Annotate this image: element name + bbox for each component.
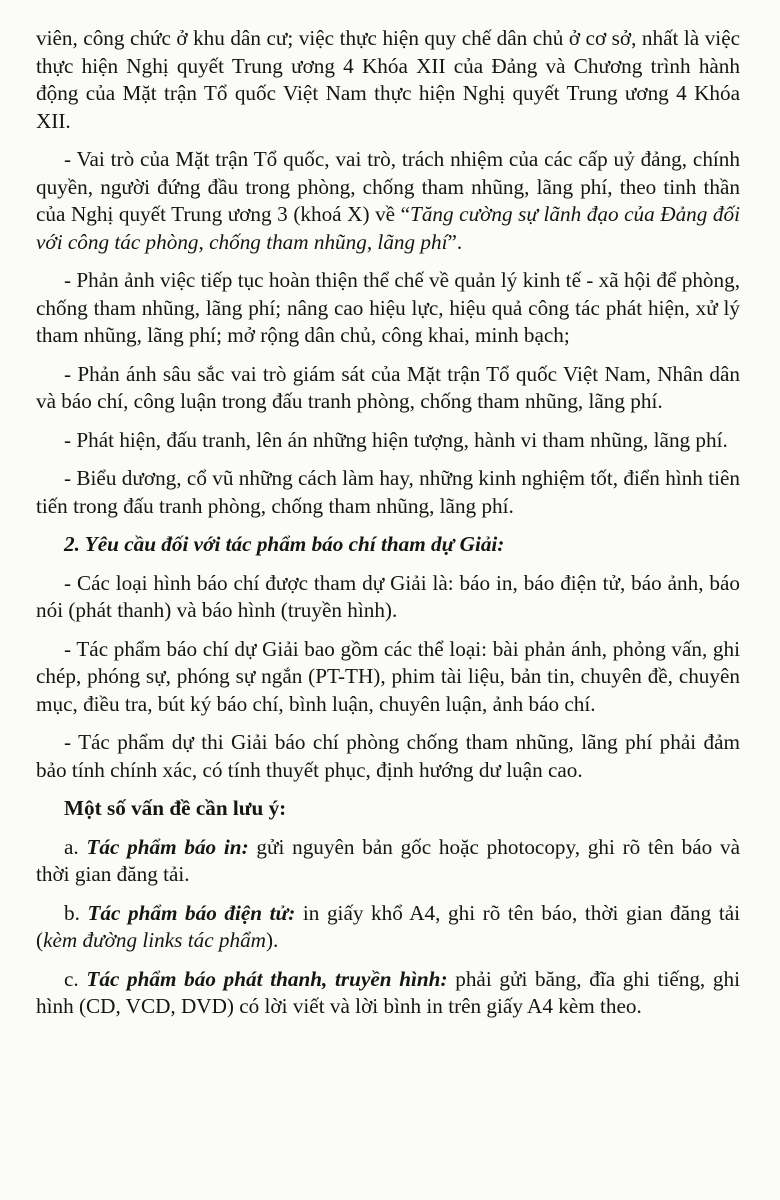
note-online-works — [36, 900, 740, 955]
paragraph-supervision: - Phản ánh sâu sắc vai trò giám sát của Mặt trận Tổ quốc Việt Nam, Nhân dân và báo chí, công luận trong đấu tranh phòng, chống tham nhũng, lãng phí. — [36, 361, 740, 413]
note-text: phải gửi băng, đĩa ghi tiếng, ghi hình (CD, VCD, DVD) có lời viết và lời bình in trên giấy A4 kèm theo. — [36, 966, 741, 1018]
note-broadcast-works — [36, 966, 740, 1021]
section-heading-requirements: 2. Yêu cầu đối với tác phẩm báo chí tham dự Giải: — [64, 532, 505, 556]
paragraph-commendation: - Biểu dương, cổ vũ những cách làm hay, những kinh nghiệm tốt, điển hình tiên tiến trong đấu tranh phòng, chống tham nhũng, lãng phí. — [36, 466, 740, 518]
note-text: in giấy khổ A4, ghi rõ tên báo, thời gian đăng tải ( — [36, 900, 741, 952]
note-suffix: ). — [266, 928, 279, 952]
paragraph-accuracy: - Tác phẩm dự thi Giải báo chí phòng chống tham nhũng, lãng phí phải đảm bảo tính chính xác, có tính thuyết phục, định hướng dư luận cao. — [36, 730, 740, 782]
paragraph-genres: - Tác phẩm báo chí dự Giải bao gồm các thể loại: bài phản ánh, phỏng vấn, ghi chép, phóng sự, phóng sự ngắn (PT-TH), phim tài liệu, bản tin, chuyên đề, chuyên mục, điều tra, bút ký báo chí, bình luận, chuyên luận, ảnh báo chí. — [36, 636, 740, 716]
paragraph-press-types: - Các loại hình báo chí được tham dự Giải là: báo in, báo điện tử, báo ảnh, báo nói (phát thanh) và báo hình (truyền hình). — [36, 570, 740, 622]
paragraph-detection: - Phát hiện, đấu tranh, lên án những hiện tượng, hành vi tham nhũng, lãng phí. — [64, 427, 728, 452]
note-label: b. — [64, 900, 88, 925]
paragraph-continuation: viên, công chức ở khu dân cư; việc thực hiện quy chế dân chủ ở cơ sở, nhất là việc thực hiện Nghị quyết Trung ương 4 Khóa XII của Đảng và Chương trình hành động của Mặt trận Tổ quốc Việt Nam thực hiện Nghị quyết Trung ương 4 Khóa XII. — [36, 26, 740, 133]
note-text: gửi nguyên bản gốc hoặc photocopy, ghi rõ tên báo và thời gian đăng tải. — [36, 834, 741, 886]
text-suffix: ”. — [447, 229, 463, 254]
note-print-works — [36, 834, 740, 889]
paragraph-institutions: - Phản ảnh việc tiếp tục hoàn thiện thể chế về quản lý kinh tế - xã hội để phòng, chống tham nhũng, lãng phí; nâng cao hiệu lực, hiệu quả công tác phát hiện, xử lý tham nhũng, lãng phí; mở rộng dân chủ, công khai, minh bạch; — [36, 268, 740, 347]
notes-heading: Một số vấn đề cần lưu ý: — [64, 796, 287, 820]
note-title: Tác phẩm báo phát thanh, truyền hình: — [86, 966, 448, 991]
note-title: Tác phẩm báo in: — [86, 834, 249, 859]
note-italic: kèm đường links tác phẩm — [43, 928, 266, 952]
note-label: c. — [64, 966, 87, 991]
resolution-title-italic: Tăng cường sự lãnh đạo của Đảng đối với công tác phòng, chống tham nhũng, lãng phí — [36, 202, 740, 254]
text-prefix: - Vai trò của Mặt trận Tổ quốc, vai trò, trách nhiệm của các cấp uỷ đảng, chính quyền, người đứng đầu trong phòng, chống tham nhũng, lãng phí, theo tinh thần của Nghị quyết Trung ương 3 (khoá X) về “ — [36, 147, 740, 226]
note-title: Tác phẩm báo điện tử: — [87, 900, 296, 925]
paragraph-role-of-front — [36, 146, 740, 256]
note-label: a. — [64, 834, 87, 859]
